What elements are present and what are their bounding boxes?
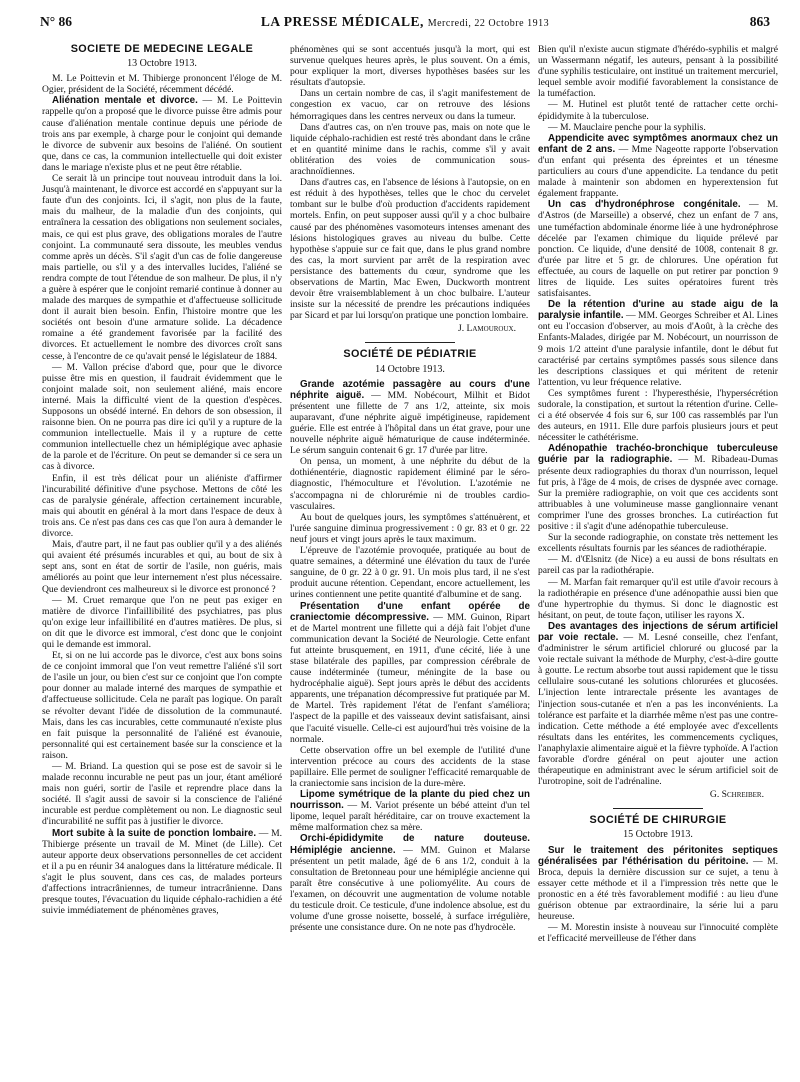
paragraph: — M. Cruet remarque que l'on ne peut pas exiger en matière de divorce l'infaillibilité des psychiatres, pas plus qu'on exige leur infaillibilité en d'autres matières. De plus, si on dit que le divorce est immoral, c'est donc que le conjoint qui le demande est immoral.: [42, 594, 282, 650]
article-heading: Un cas d'hydronéphrose congénitale.: [548, 199, 741, 211]
paragraph: [290, 379, 530, 457]
article-text: — MM. Nobécourt, Milhit et Bidot présentent une fillette de 7 ans 1/2, atteinte, six mois auparavant, d'une néphrite aiguë impétigineuse, rapidement guérie. Elle est entrée à l'hôpital dans un état grave, pour une nouvelle néphrite aiguë hématurique de cause indéterminée. Le sérum sanguin contenait 6 gr. 17 d'urée par litre.: [290, 389, 530, 457]
article-heading: Lipome symétrique de la plante du pied chez un nourrisson.: [290, 789, 530, 812]
page-number: 863: [749, 14, 770, 29]
article-heading: Des avantages des injections de sérum artificiel par voie rectale.: [538, 620, 778, 643]
article-text: — M. d'Astros (de Marseille) a observé, chez un enfant de 7 ans, une tuméfaction abdominale énorme liée à une hydronéphrose décelée par l'examen chimique du liquide prélevé par ponction. Ce liquide, d'une densité de 1008, contenait 8 gr. d'urée par litre et 5 gr. de chlorures. Une opération fut effectuée, au cours de laquelle on put retirer par ponction 9 litres de liquide. Les suites opératoires furent très satisfaisantes.: [538, 199, 778, 300]
column-1: [42, 44, 282, 1080]
paragraph: [290, 789, 530, 833]
section-date: 13 Octobre 1913.: [127, 58, 197, 70]
paragraph: [538, 133, 778, 200]
paragraph: [290, 833, 530, 933]
paragraph: [538, 199, 778, 299]
issue-number: N° 86: [40, 14, 73, 29]
article-text: — M. Thibierge présente un travail de M. Minet (de Lille). Cet auteur apporte deux observations personnelles de cet accident et il a pu en réunir 34 analogues dans la littérature médicale. Il s'agit le plus souvent, dans ces cas, de malades porteurs d'affections intracrâniennes, de tumeur intracrânienne. Dans presque toutes, l'évacuation du liquide céphalo-rachidien a été suivie immédiatement de phénomènes graves,: [42, 827, 282, 917]
article-heading: Adénopathie trachéo-bronchique tuberculeuse guérie par la radiographie.: [538, 443, 778, 466]
paragraph: [538, 845, 778, 923]
column-3: [538, 44, 778, 1080]
author-signature: J. Lamouroux.: [457, 323, 516, 335]
issue-date: Mercredi, 22 Octobre 1913: [427, 18, 550, 29]
paragraph: Dans d'autres cas, en l'absence de lésions à l'autopsie, on en est réduit à des hypothèses, telles que le choc du cervelet tombant sur le bulbe d'où production d'accidents rapidement mortels. Enfin, on peut supposer aussi qu'il y a choc bulbaire causé par des phénomènes vasomoteurs intenses amenant des lésions histologiques graves au niveau du bulbe. Cette hypothèse s'appuie sur ce fait que, dans le plus grand nombre des cas, la mort survient par arrêt de la respiration avec persistance des battements du cœur, syndrome que les observations de Martin, Mac Ewen, Duckworth montrent devoir être vraisemblablement à un choc bulbaire. L'auteur insiste sur la nécessité de prendre les précautions indiquées par Sicard et par lui lorsqu'on pratique une ponction lombaire.: [290, 177, 530, 322]
article-heading: Appendicite avec symptômes anormaux chez un enfant de 2 ans.: [538, 132, 778, 155]
section-divider: [365, 342, 455, 343]
paragraph: — M. d'Œlsnitz (de Nice) a eu aussi de bons résultats en pareil cas par la radiothérapie.: [538, 554, 778, 577]
paragraph: — M. Morestin insiste à nouveau sur l'innocuité complète et l'efficacité merveilleuse de l'éther dans: [538, 922, 778, 945]
article-heading: Sur le traitement des péritonites septiques généralisées par l'éthérisation du péritoine.: [538, 844, 778, 867]
paragraph: [538, 299, 778, 388]
paragraph: Ce serait là un principe tout nouveau introduit dans la loi. Jusqu'à maintenant, le divorce est accordé en s'appuyant sur la faute d'un des conjoints. Ici, il s'agit, non plus de la faute, mais du malheur, de la maladie d'un des conjoints, qui entraînera la cessation des obligations non seulement sociales, mais, ce qui est plus grave, des obligations morales de l'autre conjoint. La communauté sera dissoute, les meubles vendus comme après un décès. S'il s'agit d'un cas de folie dangereuse mais partielle, ou s'il y a des intervalles lucides, l'aliéné se rendra compte de tout l'étendue de son malheur. De plus, il n'y a guère à espérer que le conjoint remarié continue à donner au malade des marques de sympathie et d'affectueuse sollicitude dont il aurait bien besoin. Enfin, l'histoire montre que les sociétés ont besoin d'une armature solide. La décadence romaine a été grandement favorisée par la facilité des divorces. Et actuellement le nombre des divorces croît sans cesse, à l'encontre de ce qu'avait pensé le législateur de 1884.: [42, 173, 282, 362]
article-text: — M. Lesné conseille, chez l'enfant, d'administrer le sérum artificiel chloruré ou glucosé par la voie rectale suivant la méthode de Murphy, c'est-à-dire goutte à goutte. Le rectum absorbe tout aussi rapidement que le tissu cellulaire sous-cutané les solutions chlorurées et glucosées. L'injection lente intrarectale présente les avantages de l'injection sous-cutanée et n'en a pas les inconvénients. La tolérance est parfaite et la diarrhée même n'est pas une contre-indication. Cette méthode a été employée avec d'excellents résultats dans les entérites, les commencements cycliques, l'anaphylaxie alimentaire aiguë et la fièvre typhoïde. A l'action favorable d'ordre général on peut ajouter une action thérapeutique en administrant avec le sérum artificiel soit de l'urotropine, soit de l'adrénaline.: [538, 631, 778, 788]
paragraph: Ces symptômes furent : l'hyperesthésie, l'hypersécrétion sudorale, la constipation, et surtout la rétention d'urine. Celle-ci a été observée 4 fois sur 6, sur 100 cas rassemblés par l'un des auteurs, en 1911. Elle dure parfois plusieurs jours et peut nécessiter le cathétérisme.: [538, 387, 778, 444]
article-text: — M. Ribadeau-Dumas présente deux radiographies du thorax d'un nourrisson, lequel fut pris, à l'âge de 4 mois, de crises de dyspnée avec cornage. Sur la première radiographie, on voit que ces accidents sont attribuables à une volumineuse masse ganglionnaire venant comprimer l'une des grosses bronches. La cutiréaction fut positive : il s'agit d'une adénopathie tuberculeuse.: [538, 454, 778, 533]
paragraph: Mais, d'autre part, il ne faut pas oublier qu'il y a des aliénés qui avaient été présumés incurables et qui, au bout de six à sept ans, sont en état de sortir de l'asile, non guéris, mais améliorés au point que leur internement n'est plus nécessaire. Que deviendront ces malheureux si le divorce est prononcé ?: [42, 539, 282, 595]
article-text: — MM. Guinon et Malarse présentent un petit malade, âgé de 6 ans 1/2, conduit à la consultation de Bretonneau pour une hémiplégie ancienne qui paraît être consécutive à une poliomyélite. Au cours de l'examen, on découvrit une augmentation de volume notable du testicule droit. Ce testicule, d'une indolence absolue, est du volume d'une grosse noisette, bosselé, à surface irrégulière, présente une consistance dure. On ne note pas d'hydrocèle.: [290, 844, 530, 934]
article-text: — M. Le Poittevin rappelle qu'on a proposé que le divorce puisse être admis pour cause d'aliénation mentale continue depuis une période de trois ans par exemple, à charge pour le conjoint qui demande le divorce de subvenir aux besoins de l'aliéné. On soutient que, dans ce cas, la communion intellectuelle qui doit exister dans le mariage n'existe plus et ne peut être rétablie.: [42, 95, 282, 173]
journal-name: LA PRESSE MÉDICALE,: [260, 14, 424, 29]
paragraph: Dans un certain nombre de cas, il s'agit manifestement de congestion ex vacuo, car on retrouve des lésions hémorragiques dans les centres nerveux ou dans la tumeur.: [290, 88, 530, 122]
article-text: — M. Broca, depuis la dernière discussion sur ce sujet, a tenu à essayer cette méthode et il a l'impression très nette que le pronostic en a été très favorablement modifié : au lieu d'une guérison obtenue par extraordinaire, la série lui a paru heureuse.: [538, 855, 778, 923]
article-heading: Orchi-épididymite de nature douteuse. Hémiplégie ancienne.: [290, 833, 530, 856]
paragraph: Cette observation offre un bel exemple de l'utilité d'une intervention précoce au cours des accidents de la stase papillaire. Elle permet de souligner l'efficacité remarquable de la craniectomie sans incision de la dure-mère.: [290, 744, 530, 789]
paragraph: — M. Hutinel est plutôt tenté de rattacher cette orchi-épididymite à la tuberculose.: [538, 99, 778, 122]
article-heading: De la rétention d'urine au stade aigu de la paralysie infantile.: [538, 299, 778, 322]
section-divider: [613, 808, 703, 809]
article-text: — Mme Nageotte rapporte l'observation d'un enfant qui présenta des épreintes et un ténesme particuliers au cours d'une appendicite. La tendance du petit malade à maintenir son abdomen en hyperextension fut également frappante.: [538, 143, 778, 200]
author-signature: G. Schreiber.: [709, 789, 764, 801]
article-heading: Grande azotémie passagère au cours d'une néphrite aiguë.: [290, 378, 530, 401]
paragraph: L'épreuve de l'azotémie provoquée, pratiquée au bout de quatre semaines, a déterminé une élévation du taux de l'urée sanguine, de 0 gr. 22 à 0 gr. 91. Un mois plus tard, il ne s'est produit aucune rétention. Cependant, encore actuellement, les urines contiennent une petite quantité d'albumine et de sang.: [290, 545, 530, 601]
paragraph: [538, 443, 778, 532]
section-date: 15 Octobre 1913.: [623, 829, 693, 841]
article-heading: Aliénation mentale et divorce.: [52, 95, 198, 107]
article-text: — M. Variot présente un bébé atteint d'un tel lipome, lequel paraît héréditaire, car on trouve exactement la même malformation chez sa mère.: [290, 800, 530, 834]
paragraph: Dans d'autres cas, on n'en trouve pas, mais on note que le liquide céphalo-rachidien est resté très abondant dans le crâne et en quantité minime dans le rachis, comme s'il y avait oblitération des voies de communication sous-arachnoïdiennes.: [290, 121, 530, 178]
article-heading: Présentation d'une enfant opérée de craniectomie décompressive.: [290, 600, 530, 623]
paragraph: [290, 601, 530, 745]
paragraph: [42, 95, 282, 173]
paragraph: Au bout de quelques jours, les symptômes s'atténuèrent, et l'urée sanguine diminua progressivement : 0 gr. 83 et 0 gr. 22 neuf jours et vingt jours après le taux maximum.: [290, 511, 530, 545]
paragraph: Sur la seconde radiographie, on constate très nettement les excellents résultats fournis par les séances de radiothérapie.: [538, 532, 778, 555]
paragraph: — M. Vallon précise d'abord que, pour que le divorce puisse être mis en question, il faudrait évidemment que le conjoint malade soit, non seulement aliéné, mais encore interné. Mais la difficulté vient de la question d'espèces. Supposons un obsédé interné. En dehors de son obsession, il raisonne bien. On ne pourra pas dire ici qu'il y a rupture de la communion intellectuelle. Mais il y a rupture de cette communion intellectuelle chez un hémiplégique avec aphasie de la parole et de l'écriture. On peut se demander si ce sera un cas à divorce.: [42, 361, 282, 473]
article-text: — MM. Georges Schreiber et Al. Lines ont eu l'occasion d'observer, au mois d'Août, à la crèche des Enfants-Malades, dirigée par M. Nobécourt, un nourrisson de 9 mois 1/2 atteint d'une paralysie infantile, dont le début fut caractérisé par certains symptômes passés sous silence dans les descriptions classiques et qui méritent de retenir l'attention, vu leur fréquence relative.: [538, 310, 778, 388]
masthead: [40, 14, 770, 34]
section-date: 14 Octobre 1913.: [375, 363, 445, 375]
article-text: — MM. Guinon, Ripart et de Martel montrent une fillette qui a déjà fait l'objet d'une communication devant la Société de Neurologie. Cette enfant fut atteinte brusquement, en 1911, d'une cécité, liée à une stase bilatérale des papilles, par compression cérébrale de cause indéterminée (tumeur, méningite de la base ou hydrocéphalie aiguë). Sept jours après le début des accidents apparents, une trépanation décompressive fut pratiquée par M. de Martel. Très rapidement l'état de l'enfant s'améliora; l'aspect de la papille et des vaisseaux devint satisfaisant, ainsi que l'acuité visuelle. Celle-ci est aujourd'hui très voisine de la normale.: [290, 611, 530, 745]
paragraph: On pensa, un moment, à une néphrite du début de la dothiénentérie, diagnostic rapidement éliminé par le séro-diagnostic, l'hémoculture et l'évolution. L'azotémie ne s'accompagna ni de chlorurémie ni de troubles cardio-vasculaires.: [290, 456, 530, 512]
journal-title: [40, 14, 770, 30]
paragraph: M. Le Poittevin et M. Thibierge prononcent l'éloge de M. Ogier, président de la Société, récemment décédé.: [42, 73, 282, 96]
section-title: SOCIÉTÉ DE MÉDECINE LÉGALE: [70, 44, 254, 55]
column-2: [290, 44, 530, 1080]
paragraph: — M. Mauclaire penche pour la syphilis.: [548, 121, 706, 133]
section-title: SOCIÉTÉ DE CHIRURGIE: [589, 814, 727, 827]
paragraph: Et, si on ne lui accorde pas le divorce, c'est aux bons soins de ce conjoint immoral que l'on veut remettre l'aliéné s'il sort de l'asile un jour, ou bien c'est sur ce conjoint que l'on compte pour donner au malade interné des marques de sympathie et d'affectueuse sollicitude. Cela ne paraît pas logique. On paraît se révolter devant l'idée de dissolution de la communauté. Mais, dans les cas incurables, cette communauté n'existe plus en fait puisque la personnalité de l'aliéné est évanouie, personnalité qui est certainement basée sur la conscience et la raison.: [42, 650, 282, 761]
section-title: SOCIÉTÉ DE PÉDIATRIE: [343, 348, 477, 361]
paragraph: Enfin, il est très délicat pour un aliéniste d'affirmer l'incurabilité définitive d'une psychose. Mettons de côté les cas de paralysie générale, affection certainement incurable, mais qui aboutit en général à la mort dans l'espace de deux à trois ans. Ce n'est pas dans ces cas que l'on aura à demander le divorce.: [42, 472, 282, 540]
paragraph: — M. Briand. La question qui se pose est de savoir si le malade reconnu incurable ne peut pas un jour, étant amélioré mais non guéri, sortir de l'asile et reprendre place dans la société. Il s'agit aussi de savoir si la conscience de l'aliéné incurable est perdue complètement ou non. Le diagnostic seul d'incurabilité ne suffit pas à justifier le divorce.: [42, 761, 282, 828]
paragraph: [42, 828, 282, 917]
paragraph: — M. Marfan fait remarquer qu'il est utile d'avoir recours à la radiothérapie en présence d'une adénopathie aussi bien que d'une hypertrophie du thymus. Si donc le diagnostic est hésitant, on peut, de toute façon, utiliser les rayons X.: [538, 576, 778, 621]
paragraph: Bien qu'il n'existe aucun stigmate d'hérédo-syphilis et malgré un Wassermann négatif, les auteurs, pensant à la possibilité d'une syphilis testiculaire, ont institué un traitement mercuriel, lequel semble avoir modifié favorablement la consistance de la tuméfaction.: [538, 44, 778, 100]
article-heading: Mort subite à la suite de ponction lombaire.: [52, 827, 257, 839]
paragraph: phénomènes qui se sont accentués jusqu'à la mort, qui est survenue quelques heures après, le plus souvent. On a émis, pour expliquer la mort, diverses hypothèses basées sur les résultats d'autopsie.: [290, 44, 530, 89]
paragraph: [538, 621, 778, 787]
